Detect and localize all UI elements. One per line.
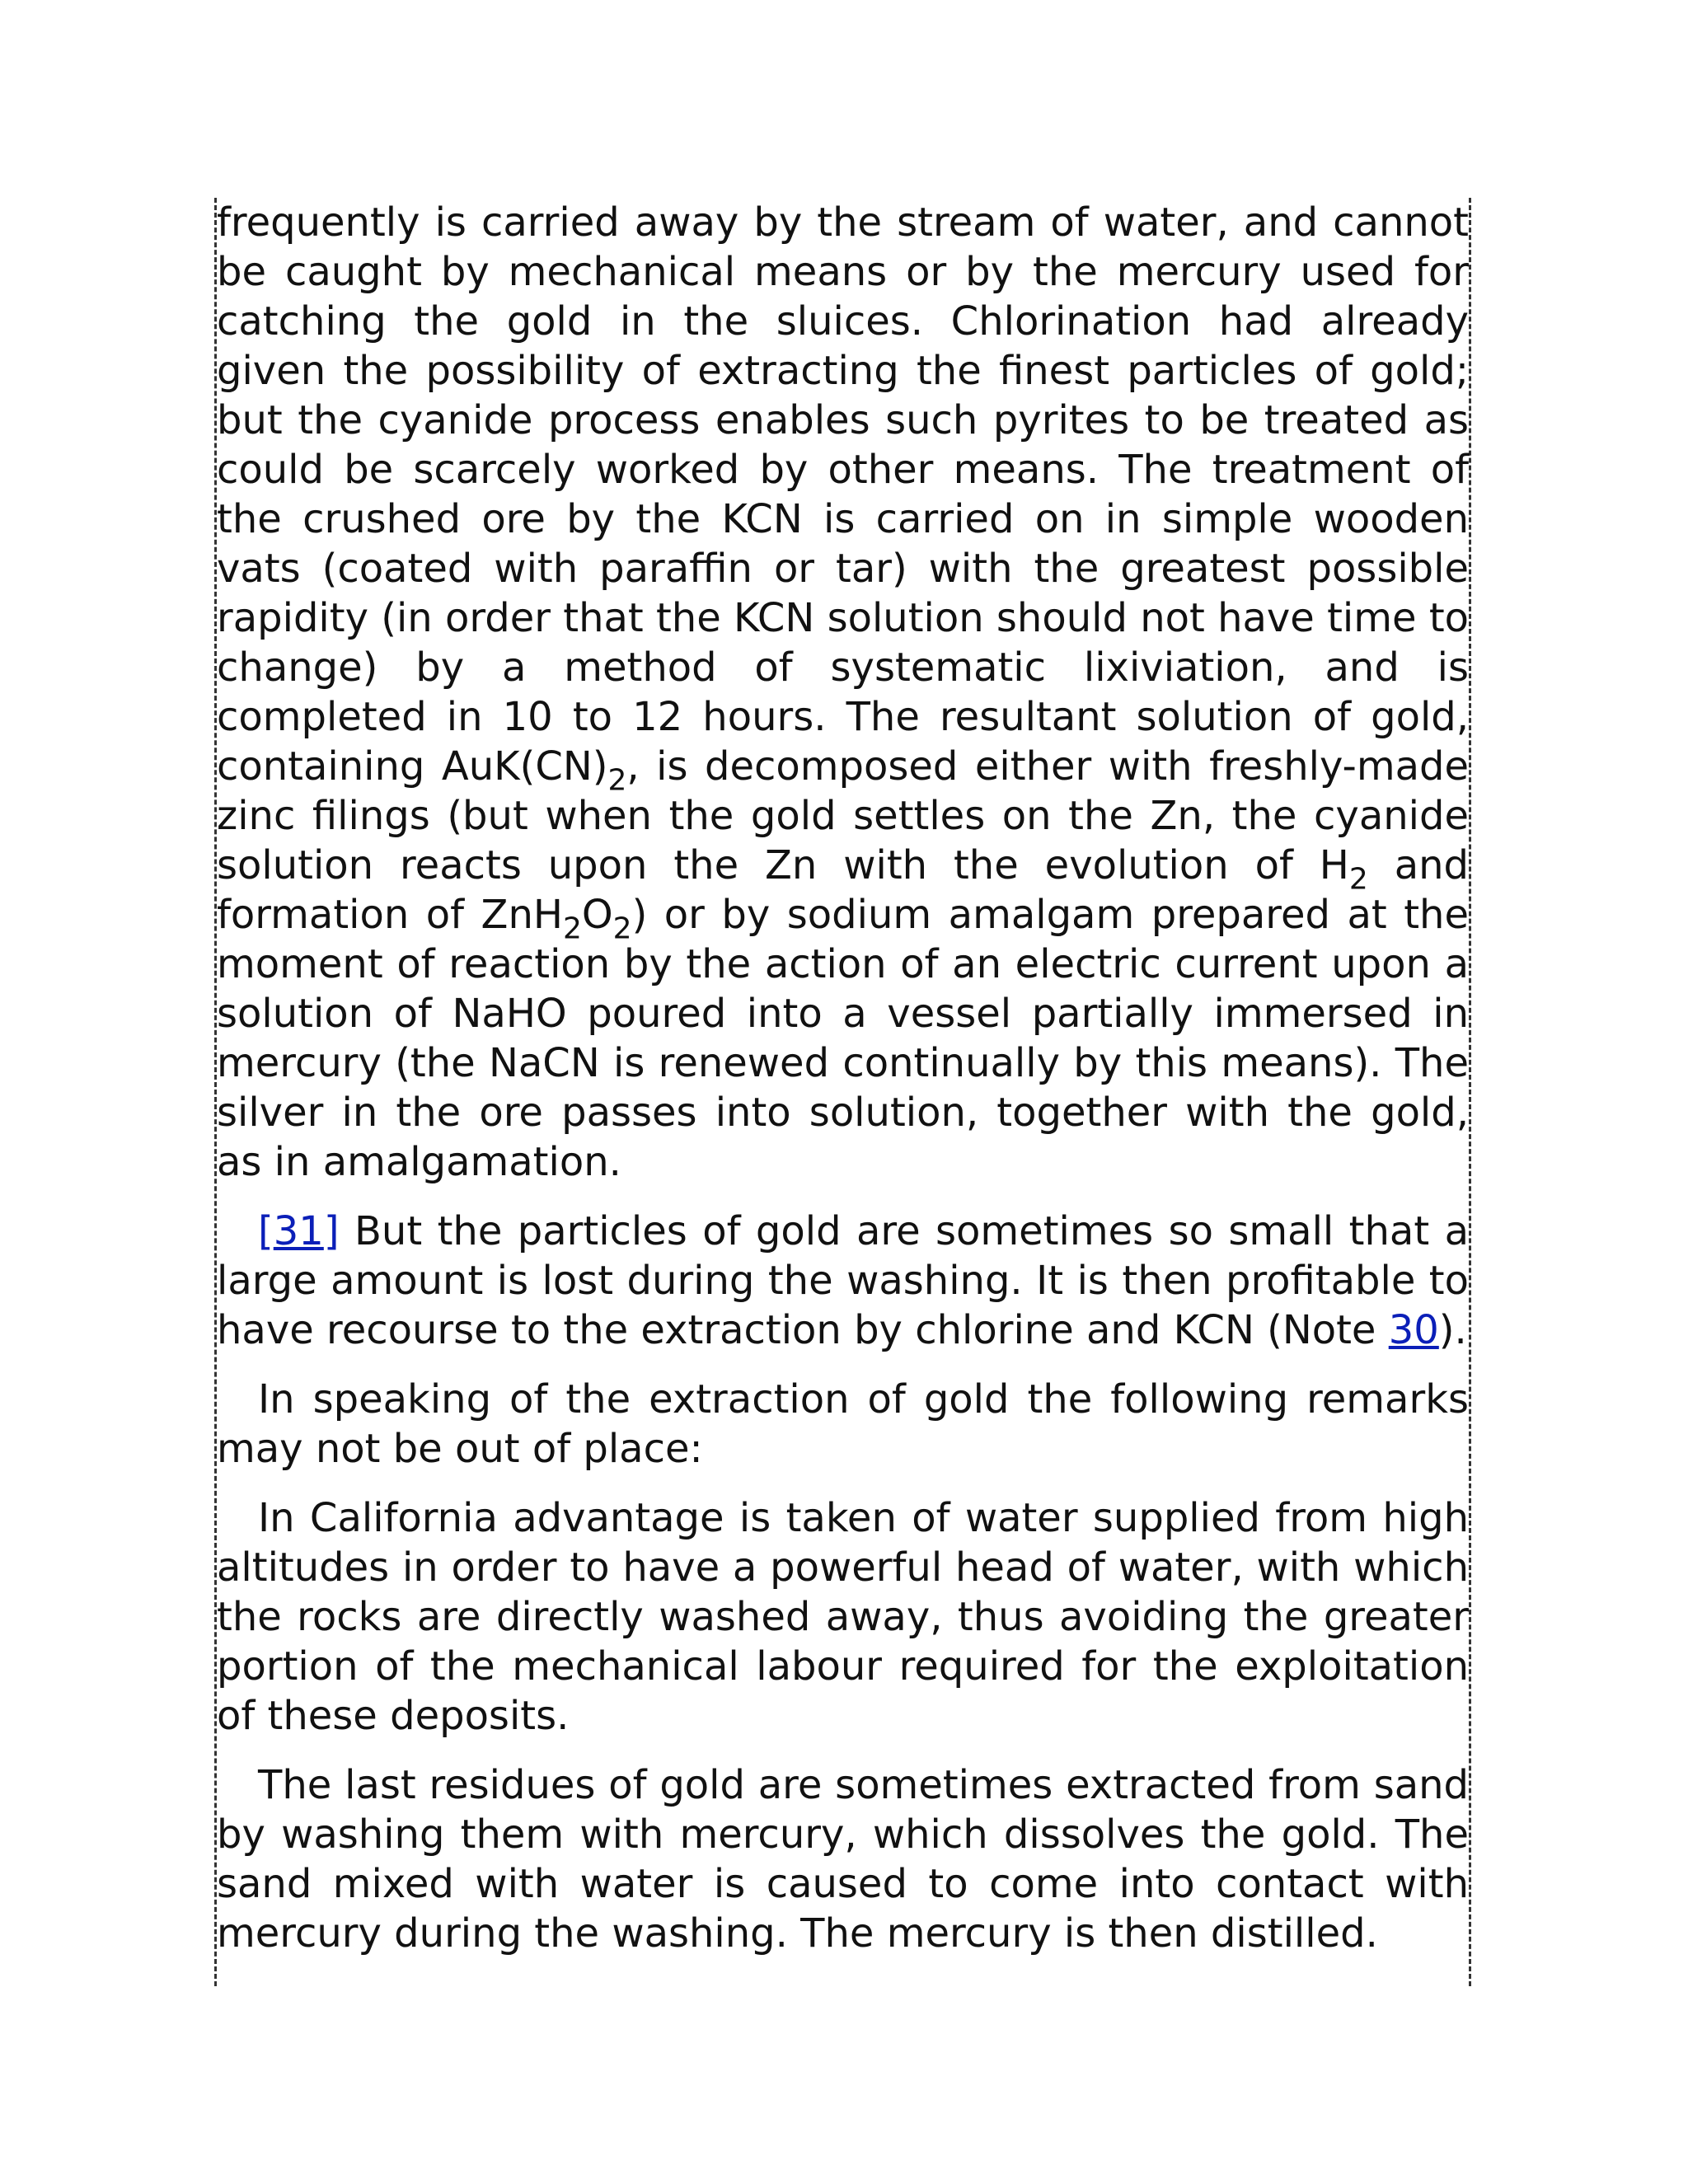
subscript: 2 bbox=[1348, 862, 1368, 897]
paragraph bbox=[217, 1493, 1469, 1741]
text-run: O bbox=[581, 892, 613, 938]
text-run: ). bbox=[1438, 1307, 1467, 1353]
paragraph bbox=[217, 198, 1469, 1187]
text-run: frequently is carried away by the stream of water, and cannot be caught by mechanical means or by the mercury used for catching the gold in the sluices. Chlorination had already given the possibility of extracting the finest particles of gold; but the cyanide process enables such pyrites to be treated as could be scarcely worked by other means. The treatment of the crushed ore by the KCN is carried on in simple wooden vats (coated with paraffin or tar) with the greatest possible rapidity (in order that the KCN solution should not have time to change) by a method of systematic lixiviation, and is completed in 10 to 12 hours. The resultant solution of gold, containing AuK(CN) bbox=[217, 199, 1469, 790]
footnote-anchor-link[interactable]: [31] bbox=[258, 1208, 340, 1254]
subscript: 2 bbox=[607, 763, 627, 798]
paragraph bbox=[217, 1207, 1469, 1355]
page-frame bbox=[214, 198, 1471, 1986]
paragraph bbox=[217, 1760, 1469, 1958]
text-run: In California advantage is taken of water supplied from high altitudes in order to have a powerful head of water, with which the rocks are directly washed away, thus avoiding the greater portion of the mechanical labour required for the exploitation of these deposits. bbox=[217, 1495, 1469, 1739]
body-text bbox=[217, 198, 1469, 1978]
text-run: , is decomposed either with freshly-made zinc filings (but when the gold settles on the Zn, the cyanide solution reacts upon the Zn with the evolution of H bbox=[217, 743, 1470, 888]
text-run: In speaking of the extraction of gold the following remarks may not be out of place: bbox=[217, 1376, 1469, 1472]
subscript: 2 bbox=[562, 912, 582, 946]
subscript: 2 bbox=[612, 912, 632, 946]
text-run: The last residues of gold are sometimes extracted from sand by washing them with mercury, which dissolves the gold. The sand mixed with water is caused to come into contact with mercury during the washing. The mercury is then distilled. bbox=[217, 1762, 1469, 1957]
paragraph bbox=[217, 1375, 1469, 1474]
text-run: But the particles of gold are sometimes so small that a large amount is lost during the washing. It is then profitable to have recourse to the extraction by chlorine and KCN (Note bbox=[217, 1208, 1469, 1353]
text-run: and formation of ZnH bbox=[217, 842, 1469, 938]
footnote-number: 31 bbox=[273, 1208, 324, 1254]
text-run: ) or by sodium amalgam prepared at the moment of reaction by the action of an electric current upon a solution of NaHO poured into a vessel partially immersed in mercury (the NaCN is renewed continually by this means). The silver in the ore passes into solution, together with the gold, as in amalgamation. bbox=[217, 892, 1470, 1185]
note-reference-link[interactable]: 30 bbox=[1388, 1307, 1439, 1353]
